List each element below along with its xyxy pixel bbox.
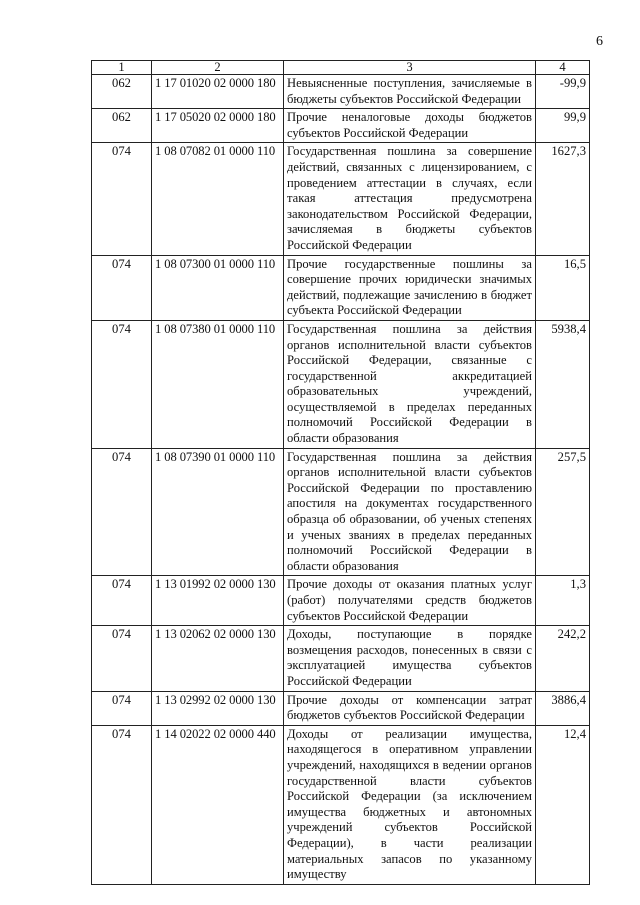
- admin-code-cell: 074: [92, 448, 152, 576]
- revenue-name-cell: Прочие доходы от оказания платных услуг (работ) получателями средств бюджетов субъектов Российской Федерации: [284, 576, 536, 626]
- amount-cell: 1,3: [536, 576, 590, 626]
- revenue-name-cell: Прочие государственные пошлины за совершение прочих юридически значимых действий, подлежащие зачислению в бюджет субъекта Российской Федерации: [284, 255, 536, 320]
- column-header-3: 3: [284, 61, 536, 75]
- revenue-name-cell: Государственная пошлина за действия органов исполнительной власти субъектов Российской Федерации, связанные с государственной аккредитацией образовательных учреждений, осуществляемой в пределах переданных полномочий Российской Федерации в области образования: [284, 320, 536, 448]
- table-header-row: [92, 61, 590, 75]
- revenue-table: [91, 60, 590, 885]
- amount-cell: 1627,3: [536, 143, 590, 255]
- revenue-name-cell: Доходы, поступающие в порядке возмещения расходов, понесенных в связи с эксплуатацией имущества субъектов Российской Федерации: [284, 626, 536, 691]
- amount-cell: 257,5: [536, 448, 590, 576]
- table-row: [92, 448, 590, 576]
- budget-classification-code-cell: 1 17 01020 02 0000 180: [152, 75, 284, 109]
- column-header-2: 2: [152, 61, 284, 75]
- column-header-1: 1: [92, 61, 152, 75]
- column-header-4: 4: [536, 61, 590, 75]
- budget-classification-code-cell: 1 13 01992 02 0000 130: [152, 576, 284, 626]
- table-row: [92, 143, 590, 255]
- amount-cell: -99,9: [536, 75, 590, 109]
- admin-code-cell: 074: [92, 576, 152, 626]
- table-row: [92, 75, 590, 109]
- amount-cell: 16,5: [536, 255, 590, 320]
- admin-code-cell: 074: [92, 725, 152, 884]
- budget-classification-code-cell: 1 17 05020 02 0000 180: [152, 109, 284, 143]
- amount-cell: 12,4: [536, 725, 590, 884]
- table-row: [92, 109, 590, 143]
- budget-classification-code-cell: 1 08 07082 01 0000 110: [152, 143, 284, 255]
- budget-classification-code-cell: 1 14 02022 02 0000 440: [152, 725, 284, 884]
- amount-cell: 5938,4: [536, 320, 590, 448]
- admin-code-cell: 074: [92, 143, 152, 255]
- revenue-name-cell: Прочие доходы от компенсации затрат бюджетов субъектов Российской Федерации: [284, 691, 536, 725]
- revenue-name-cell: Доходы от реализации имущества, находящегося в оперативном управлении учреждений, находящихся в ведении органов государственной власти субъектов Российской Федерации (за исключением имущества бюджетных и автономных учреждений субъектов Российской Федерации), в части реализации материальных запасов по указанному имуществу: [284, 725, 536, 884]
- table-row: [92, 626, 590, 691]
- admin-code-cell: 074: [92, 626, 152, 691]
- revenue-name-cell: Прочие неналоговые доходы бюджетов субъектов Российской Федерации: [284, 109, 536, 143]
- amount-cell: 242,2: [536, 626, 590, 691]
- admin-code-cell: 074: [92, 320, 152, 448]
- budget-classification-code-cell: 1 08 07300 01 0000 110: [152, 255, 284, 320]
- amount-cell: 3886,4: [536, 691, 590, 725]
- table-row: [92, 725, 590, 884]
- page-number: 6: [596, 34, 603, 49]
- table-row: [92, 691, 590, 725]
- budget-classification-code-cell: 1 08 07380 01 0000 110: [152, 320, 284, 448]
- admin-code-cell: 062: [92, 75, 152, 109]
- budget-classification-code-cell: 1 08 07390 01 0000 110: [152, 448, 284, 576]
- amount-cell: 99,9: [536, 109, 590, 143]
- admin-code-cell: 074: [92, 691, 152, 725]
- revenue-name-cell: Государственная пошлина за действия органов исполнительной власти субъектов Российской Федерации по проставлению апостиля на документах государственного образца об образовании, об ученых степенях и ученых званиях в пределах переданных полномочий Российской Федерации в области образования: [284, 448, 536, 576]
- admin-code-cell: 062: [92, 109, 152, 143]
- revenue-name-cell: Невыясненные поступления, зачисляемые в бюджеты субъектов Российской Федерации: [284, 75, 536, 109]
- admin-code-cell: 074: [92, 255, 152, 320]
- budget-classification-code-cell: 1 13 02992 02 0000 130: [152, 691, 284, 725]
- table-row: [92, 320, 590, 448]
- revenue-name-cell: Государственная пошлина за совершение действий, связанных с лицензированием, с проведением аттестации в случаях, если такая аттестация предусмотрена законодательством Российской Федерации, зачисляемая в бюджеты субъектов Российской Федерации: [284, 143, 536, 255]
- table-row: [92, 255, 590, 320]
- table-row: [92, 576, 590, 626]
- budget-classification-code-cell: 1 13 02062 02 0000 130: [152, 626, 284, 691]
